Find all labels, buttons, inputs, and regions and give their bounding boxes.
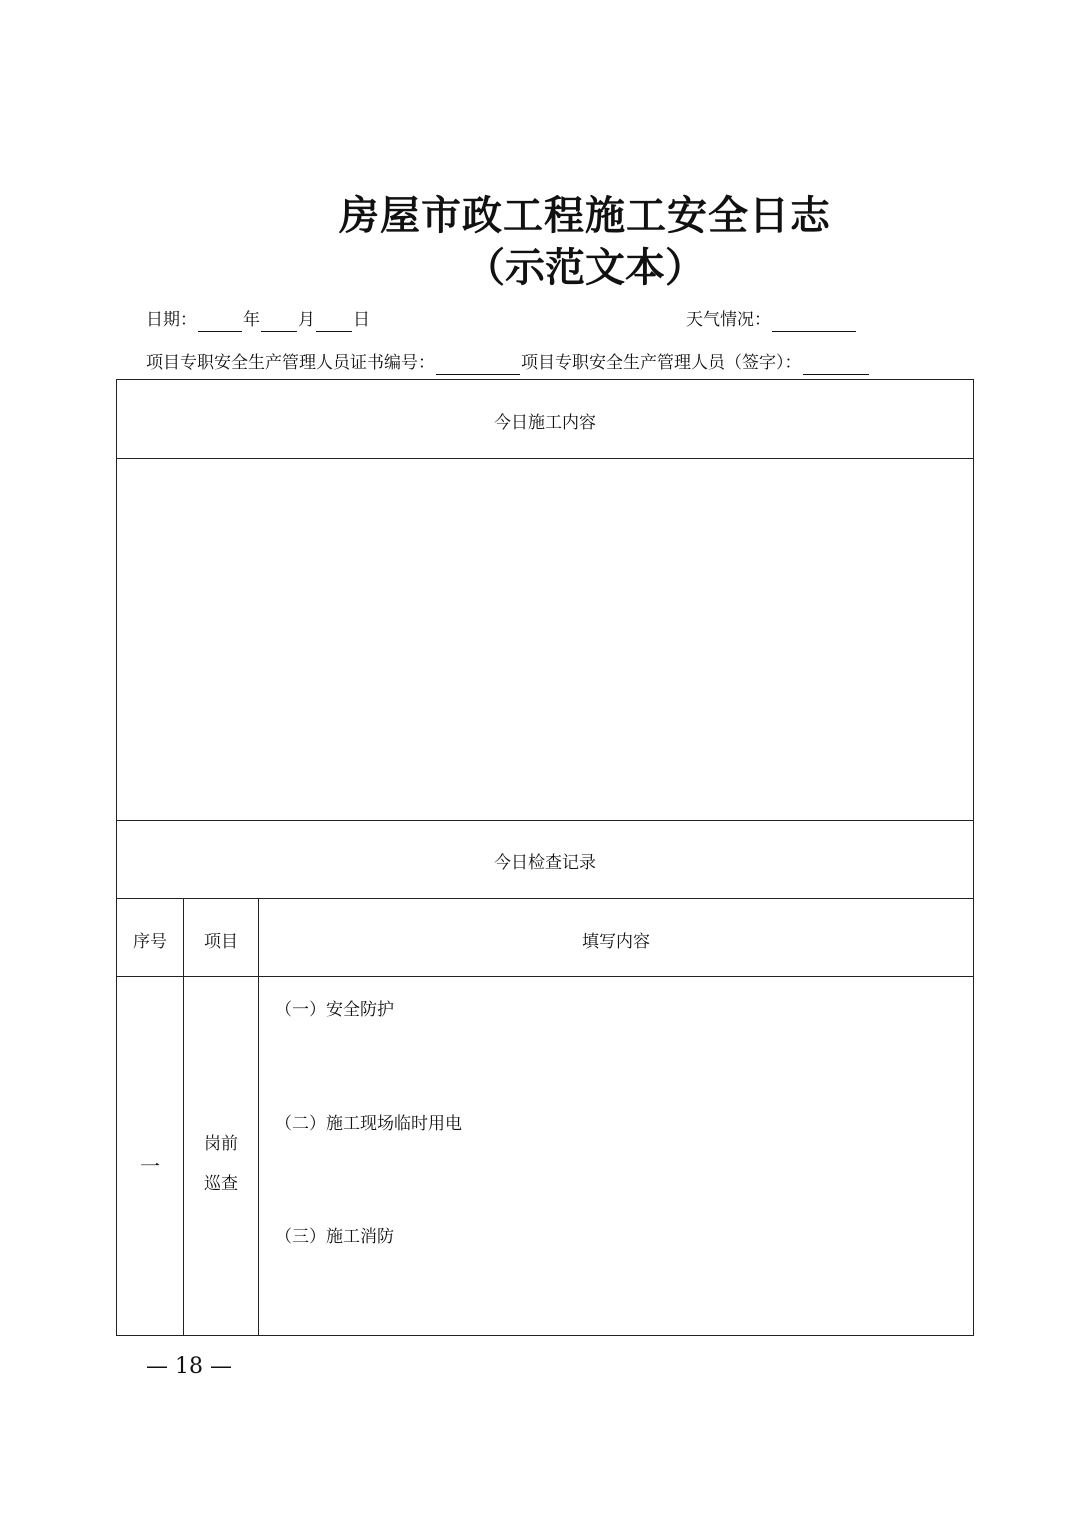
entry-temporary-electricity-area[interactable] (259, 1134, 973, 1222)
cert-number-label: 项目专职安全生产管理人员证书编号： (146, 353, 435, 373)
entry-fire-protection-area[interactable] (259, 1247, 973, 1335)
weather-blank[interactable] (772, 313, 856, 332)
manager-info-line (146, 351, 870, 375)
row-item-label (184, 1124, 258, 1204)
entry-temporary-electricity: （二）施工现场临时用电 (275, 1114, 462, 1134)
row-item-line1: 岗前 (204, 1134, 238, 1154)
month-label: 月 (298, 310, 315, 330)
row-seq: 一 (140, 1154, 160, 1178)
column-divider (183, 898, 184, 1336)
column-header-seq: 序号 (133, 932, 167, 952)
day-label: 日 (353, 310, 370, 330)
row-item-line2: 巡查 (204, 1174, 238, 1194)
construction-section-title: 今日施工内容 (494, 413, 596, 433)
divider (117, 820, 973, 821)
entry-fire-protection: （三）施工消防 (275, 1227, 394, 1247)
divider (117, 898, 973, 899)
entry-safety-protection: （一）安全防护 (275, 1000, 394, 1020)
date-label: 日期： (146, 310, 197, 330)
construction-content-area[interactable] (117, 459, 973, 819)
column-header-item: 项目 (204, 932, 238, 952)
month-blank[interactable] (261, 313, 297, 332)
safety-log-form (116, 379, 974, 1336)
column-header-content: 填写内容 (582, 932, 650, 952)
year-label: 年 (243, 310, 260, 330)
entry-safety-protection-area[interactable] (259, 1020, 973, 1110)
divider (117, 976, 973, 977)
document-title: 房屋市政工程施工安全日志 (339, 192, 831, 239)
cert-number-blank[interactable] (436, 356, 520, 375)
signature-label: 项目专职安全生产管理人员（签字）： (521, 353, 802, 373)
inspection-section-title: 今日检查记录 (494, 853, 596, 873)
date-field (146, 308, 370, 332)
weather-field (686, 308, 857, 332)
document-subtitle: （示范文本） (465, 244, 705, 291)
day-blank[interactable] (316, 313, 352, 332)
year-blank[interactable] (198, 313, 242, 332)
weather-label: 天气情况： (686, 310, 771, 330)
page-number: — 18 — (146, 1354, 232, 1379)
signature-blank[interactable] (803, 356, 869, 375)
